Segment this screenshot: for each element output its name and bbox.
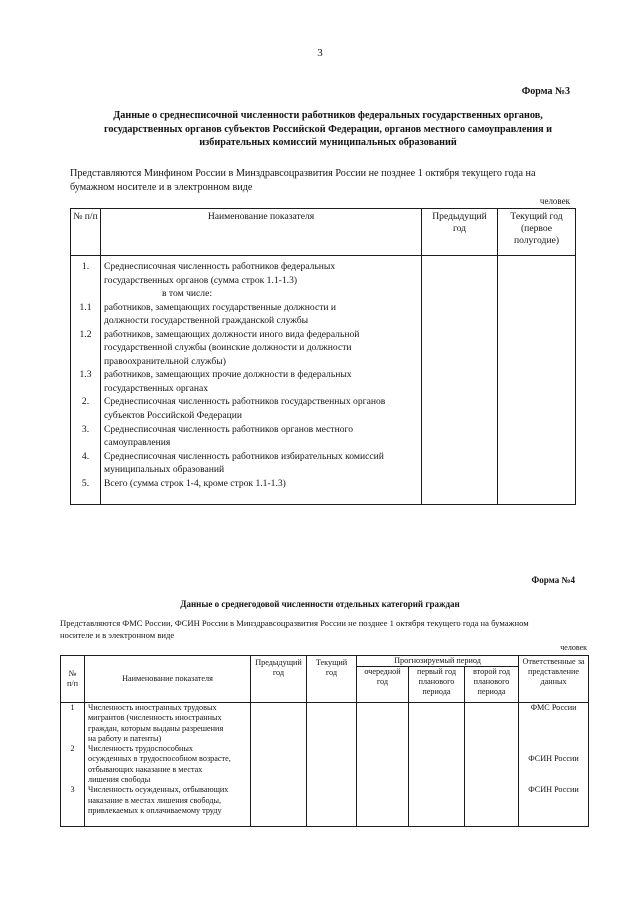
form3-header-cur: [498, 209, 576, 256]
form4-title: Данные о среднегодовой численности отдельных категорий граждан: [180, 599, 460, 609]
form4-header-second: [465, 667, 519, 703]
form3-header-prev: [422, 209, 498, 256]
form4-row-text: лишения свободы: [88, 775, 151, 785]
form4-row-responsible: [519, 765, 588, 775]
form3-row-number: 2.: [81, 396, 90, 408]
form3-row-number: 5.: [81, 477, 90, 489]
form3-row-number: [71, 314, 100, 328]
form3-num-column: [71, 256, 101, 505]
form3-table: [70, 208, 576, 505]
form4-table: [60, 655, 589, 827]
form4-row-responsible: ФМС России: [530, 703, 577, 712]
form4-header-num: [61, 656, 85, 703]
form4-header-next: [357, 667, 409, 703]
form3-header-cur-line: полугодие): [513, 235, 560, 246]
form3-row-text: муниципальных образований: [104, 464, 225, 476]
form4-header-cur: [307, 656, 357, 703]
form3-row-number: [71, 341, 100, 355]
form4-row-number: [61, 765, 84, 775]
form3-row-text: государственных органов (сумма строк 1.1-1.3): [104, 274, 298, 286]
form4-row-text: мигрантов (численность иностранных: [88, 713, 222, 723]
form3-row-text: должности государственной гражданской службы: [104, 315, 309, 327]
form4-header-second-line: планового: [473, 677, 510, 686]
form3-row-number: 1.1: [79, 301, 92, 313]
form3-note: [70, 167, 580, 194]
form3-row-number: [71, 463, 100, 477]
form4-row-responsible: [519, 775, 588, 785]
form3-row-number: 4.: [81, 450, 90, 462]
form3-prev-year-cell: [422, 256, 498, 505]
form4-header-first: [409, 667, 465, 703]
form3-row-number: [71, 409, 100, 423]
form3-title-line: избирательных комиссий муниципальных образований: [199, 137, 457, 148]
form3-header-num: № п/п: [71, 209, 101, 256]
form3-row-number: 1.2: [79, 328, 92, 340]
form4-row-number: [61, 734, 84, 744]
form4-row-text: осужденных в трудоспособном возрасте,: [88, 754, 231, 764]
form4-row-text: наказание в местах лишения свободы,: [88, 795, 222, 805]
form4-next-year-cell: [357, 703, 409, 827]
form4-row-responsible: [519, 744, 588, 754]
form4-note-line: Представляются ФМС России, ФСИН России в Минздравсоцразвития России не позднее 1 октября текущего года на бумажном: [60, 618, 529, 628]
form4-row-responsible: ФСИН России: [528, 785, 579, 795]
form3-row-text: Среднесписочная численность работников федеральных: [104, 261, 336, 272]
form3-row-number: 1.3: [79, 369, 92, 381]
form3-header-prev-line: Предыдущий: [432, 211, 487, 222]
form4-row-responsible: [519, 796, 588, 806]
form4-header-num-line: №: [68, 669, 77, 678]
form3-cur-year-cell: [498, 256, 576, 505]
form3-row-number: [71, 436, 100, 450]
form4-row-number: [61, 713, 84, 723]
form3-row-text: работников, замещающих прочие должности в федеральных: [104, 369, 352, 381]
form3-header-row: [71, 209, 576, 256]
form4-header-cur-line: год: [325, 668, 338, 677]
form4-second-plan-year-cell: [465, 703, 519, 827]
form4-note-line: носителе и в электронном виде: [60, 629, 175, 640]
form3-row-text: в том числе:: [162, 288, 213, 300]
form3-row-number: [71, 274, 100, 288]
form3-note-line: бумажном носителе и в электронном виде: [70, 181, 253, 193]
form4-row-responsible: [519, 713, 588, 723]
form3-label: Форма №3: [521, 86, 570, 97]
form3-row-text: работников, замещающих должности иного вида федеральной: [104, 328, 360, 340]
form3-header-cur-line: Текущий год: [510, 211, 563, 222]
form4-cur-year-cell: [307, 703, 357, 827]
form4-row-number: [61, 724, 84, 734]
form4-row-text: Численность иностранных трудовых: [88, 703, 217, 712]
form4-row-number: [61, 775, 84, 785]
form3-row-number: [71, 287, 100, 301]
form4-header-cur-line: Текущий: [315, 658, 348, 667]
page-number: 3: [317, 47, 323, 59]
form3-header-cur-line: (первое: [520, 223, 553, 234]
form4-row-responsible: [519, 734, 588, 744]
form3-row-text: правоохранительной службы): [104, 355, 226, 367]
form4-header-prev-line: Предыдущий: [255, 658, 302, 667]
form4-note: [60, 618, 600, 641]
form3-row-text: Среднесписочная численность работников государственных органов: [104, 396, 386, 408]
form3-row-number: 1.: [81, 261, 90, 272]
form3-title-line: государственных органов субъектов Российской Федерации, органов местного самоуправления и: [103, 123, 553, 135]
form4-header-prev-line: год: [272, 668, 285, 677]
form4-header-forecast: Прогнозируемый период: [357, 656, 519, 667]
form4-row-text: на работу и патенты): [88, 733, 162, 743]
form4-label: Форма №4: [531, 575, 575, 585]
form3-unit: человек: [539, 196, 570, 206]
form3-header-name: Наименование показателя: [101, 209, 422, 256]
form4-row-text: привлекаемых к оплачиваемому труду: [88, 805, 222, 815]
form3-row-text: работников, замещающих государственные должности и: [104, 301, 337, 313]
form4-header-resp-line: данных: [540, 677, 567, 686]
form4-row-responsible: [519, 724, 588, 734]
form3-row-number: [71, 382, 100, 396]
form3-row-text: государственной службы (воинские должности и должности: [104, 342, 352, 354]
form4-name-column: [85, 703, 251, 827]
form3-row-number: [71, 355, 100, 369]
form4-num-column: [61, 703, 85, 827]
form3-note-line: Представляются Минфином России в Минздравсоцразвития России не позднее 1 октября текущего года на: [70, 168, 536, 179]
form4-header-resp-line: представление: [528, 667, 580, 676]
form4-row-number: [61, 796, 84, 806]
form4-unit: человек: [560, 643, 587, 652]
form4-header-second-line: периода: [477, 687, 506, 696]
form4-header-resp: [519, 656, 589, 703]
form4-row-number: [61, 754, 84, 764]
form4-row-number: [61, 806, 84, 816]
form4-header-row-1: [61, 656, 589, 667]
form4-header-name: Наименование показателя: [85, 656, 251, 703]
form3-row-text: Среднесписочная численность работников органов местного: [104, 423, 354, 435]
form4-row-text: отбывающих наказание в местах: [88, 764, 203, 774]
form4-first-plan-year-cell: [409, 703, 465, 827]
form4-header-first-line: первый год: [416, 667, 457, 676]
form4-row-responsible: [519, 806, 588, 816]
form4-row-responsible: ФСИН России: [528, 754, 579, 764]
form4-row-number: 3: [70, 785, 75, 795]
form4-header-second-line: второй год: [473, 667, 511, 676]
form3-row-text: государственных органах: [104, 382, 209, 394]
form4-header-prev: [251, 656, 307, 703]
form3-name-column: [101, 256, 422, 505]
form3-row-text: Всего (сумма строк 1-4, кроме строк 1.1-1.3): [104, 477, 286, 489]
form3-row-text: Среднесписочная численность работников избирательных комиссий: [104, 450, 384, 462]
form3-title: [78, 109, 578, 150]
form4-row-text: Численность трудоспособных: [88, 744, 193, 754]
form4-prev-year-cell: [251, 703, 307, 827]
form4-row-text: граждан, которым выданы разрешения: [88, 723, 224, 733]
form4-header-first-line: планового: [418, 677, 455, 686]
form4-header-resp-line: Ответственные за: [522, 657, 585, 666]
form4-body-row: [61, 703, 589, 827]
form3-header-prev-line: год: [452, 223, 467, 234]
form4-row-number: 1: [70, 703, 75, 712]
form4-header-first-line: периода: [422, 687, 451, 696]
form4-row-text: Численность осужденных, отбывающих: [88, 785, 229, 795]
form4-header-next-line: очередной: [364, 667, 401, 676]
form4-header-next-line: год: [376, 677, 389, 686]
form3-row-number: 3.: [81, 423, 90, 435]
form4-resp-column: [519, 703, 589, 827]
form3-row-text: субъектов Российской Федерации: [104, 410, 242, 422]
form4-header-num-line: п/п: [66, 679, 79, 688]
form3-body-row: [71, 256, 576, 505]
form3-row-text: самоуправления: [104, 437, 171, 449]
form4-row-number: 2: [70, 744, 75, 754]
form3-title-line: Данные о среднесписочной численности работников федеральных государственных органов,: [113, 110, 543, 121]
